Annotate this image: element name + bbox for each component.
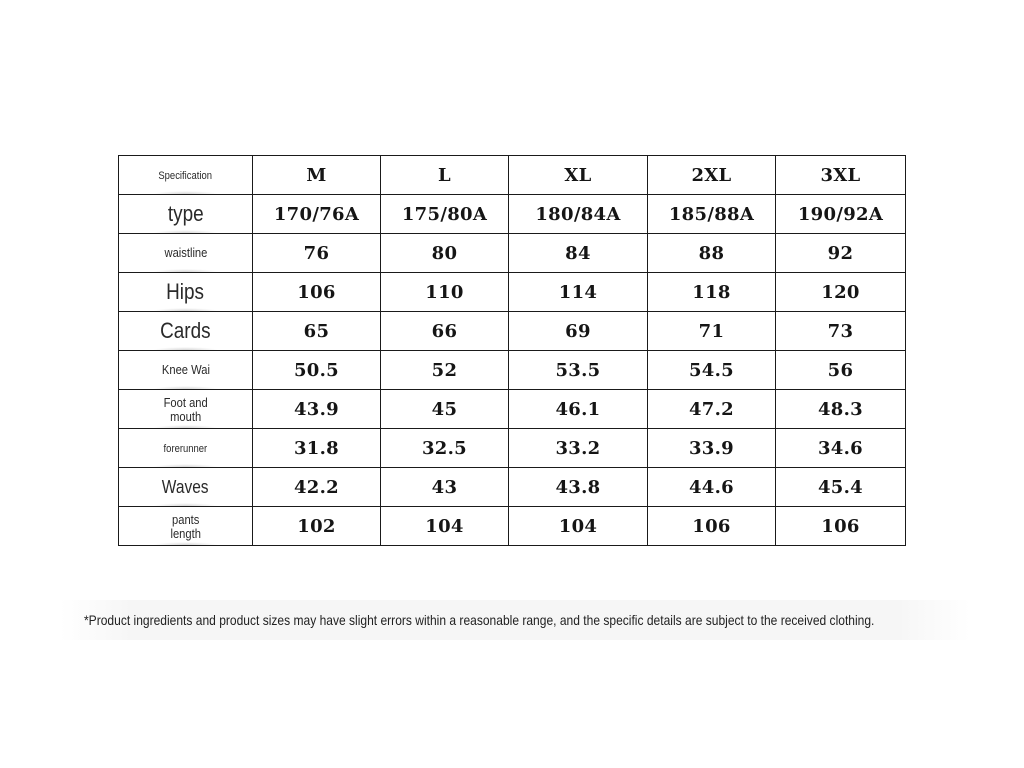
table-cell: [776, 468, 906, 507]
table-row-foot-mouth: [119, 390, 906, 429]
table-cell: [381, 312, 509, 351]
cell-value: 102: [297, 515, 336, 537]
table-row-waistline: [119, 234, 906, 273]
row-label-type: type: [167, 201, 204, 227]
cell-value: 114: [558, 281, 598, 303]
table-cell: [253, 468, 381, 507]
table-cell: [381, 468, 509, 507]
table-cell: [253, 195, 381, 234]
size-header-cell: [648, 156, 776, 195]
cell-value: 106: [297, 281, 336, 303]
table-cell: [381, 507, 509, 546]
cell-value: 46.1: [555, 398, 601, 420]
table-row-hips: [119, 273, 906, 312]
cell-value: 180/84A: [535, 203, 621, 225]
table-cell: [648, 234, 776, 273]
specification-label: Specification: [158, 170, 213, 182]
cell-value: 33.2: [555, 437, 601, 459]
row-label-cards: Cards: [160, 318, 211, 344]
table-cell: [381, 234, 509, 273]
cell-value: 31.8: [293, 437, 340, 459]
row-label-pants-length: [170, 513, 200, 543]
size-header-cell: [509, 156, 648, 195]
table-cell: [776, 429, 906, 468]
table-cell: [776, 312, 906, 351]
table-row-knee: [119, 351, 906, 390]
cell-value: 42.2: [293, 476, 340, 498]
cell-value: 56: [827, 359, 854, 381]
table-row-waves: [119, 468, 906, 507]
cell-value: 175/80A: [401, 203, 488, 225]
table-cell: [776, 234, 906, 273]
cell-value: 44.6: [688, 476, 735, 498]
cell-value: 47.2: [688, 398, 735, 420]
table-cell: [648, 273, 776, 312]
cell-value: 118: [692, 281, 731, 303]
size-header-cell: [776, 156, 906, 195]
size-header: 2XL: [691, 164, 732, 186]
cell-value: 110: [425, 281, 464, 303]
table-cell: [253, 390, 381, 429]
cell-value: 76: [303, 242, 330, 264]
cell-value: 66: [431, 320, 458, 342]
table-cell: [776, 195, 906, 234]
table-cell: [648, 507, 776, 546]
table-cell: [509, 429, 648, 468]
table-cell: [381, 351, 509, 390]
cell-value: 52: [431, 359, 458, 381]
cell-value: 104: [558, 515, 598, 537]
cell-value: 80: [431, 242, 458, 264]
cell-value: 185/88A: [668, 203, 755, 225]
cell-value: 84: [565, 242, 591, 264]
size-header: XL: [564, 164, 592, 186]
row-label-cell: [119, 312, 253, 351]
table-cell: [648, 312, 776, 351]
table-row-pants-length: [119, 507, 906, 546]
cell-value: 104: [425, 515, 464, 537]
table-cell: [253, 273, 381, 312]
cell-value: 190/92A: [797, 203, 884, 225]
cell-value: 170/76A: [273, 203, 360, 225]
row-label-knee: Knee Wai: [161, 362, 210, 377]
row-label-forerunner: forerunner: [163, 443, 208, 455]
cell-value: 43: [431, 476, 458, 498]
disclaimer-banner: [60, 600, 970, 640]
table-row-forerunner: [119, 429, 906, 468]
size-chart-table: [118, 155, 906, 546]
row-label-waistline: waistline: [164, 245, 207, 260]
cell-value: 34.6: [817, 437, 864, 459]
table-row-type: [119, 195, 906, 234]
table-cell: [381, 273, 509, 312]
cell-value: 106: [821, 515, 860, 537]
row-label-cell: [119, 234, 253, 273]
row-label-cell: [119, 468, 253, 507]
size-header: 3XL: [820, 164, 861, 186]
cell-value: 48.3: [817, 398, 864, 420]
cell-value: 71: [698, 320, 725, 342]
table-row-cards: [119, 312, 906, 351]
row-label-cell: [119, 195, 253, 234]
cell-value: 43.9: [293, 398, 340, 420]
table-cell: [381, 390, 509, 429]
table-cell: [648, 468, 776, 507]
table-cell: [509, 273, 648, 312]
cell-value: 45.4: [817, 476, 864, 498]
row-label-cell: [119, 507, 253, 546]
row-label-cell: [119, 273, 253, 312]
table-cell: [509, 312, 648, 351]
row-label-cell: [119, 429, 253, 468]
size-header: L: [438, 164, 451, 186]
cell-value: 53.5: [555, 359, 601, 381]
size-header-cell: [381, 156, 509, 195]
table-cell: [776, 507, 906, 546]
table-cell: [253, 429, 381, 468]
table-cell: [648, 390, 776, 429]
cell-value: 32.5: [421, 437, 468, 459]
table-cell: [509, 234, 648, 273]
table-cell: [509, 507, 648, 546]
row-label-hips: Hips: [166, 279, 205, 305]
cell-value: 69: [565, 320, 591, 342]
cell-value: 65: [303, 320, 330, 342]
cell-value: 54.5: [688, 359, 735, 381]
table-cell: [648, 351, 776, 390]
cell-value: 50.5: [293, 359, 340, 381]
table-cell: [776, 273, 906, 312]
size-header-cell: [253, 156, 381, 195]
cell-value: 88: [698, 242, 725, 264]
cell-value: 33.9: [688, 437, 735, 459]
table-header-row: [119, 156, 906, 195]
cell-value: 45: [431, 398, 458, 420]
disclaimer-text: *Product ingredients and product sizes may have slight errors within a reasonable range, and the specific details are subject to the received clothing.: [84, 612, 875, 628]
table-cell: [253, 507, 381, 546]
table-cell: [381, 195, 509, 234]
size-header: M: [306, 164, 327, 186]
table-cell: [253, 312, 381, 351]
cell-value: 73: [827, 320, 854, 342]
row-label-line: mouth: [169, 409, 202, 425]
table-cell: [776, 351, 906, 390]
cell-value: 106: [692, 515, 731, 537]
row-label-foot-mouth: [163, 396, 207, 426]
table-cell: [776, 390, 906, 429]
table-cell: [509, 195, 648, 234]
row-label-line: Foot and: [163, 394, 208, 410]
row-label-line: length: [170, 526, 201, 542]
header-label-cell: [119, 156, 253, 195]
table-cell: [509, 468, 648, 507]
table-cell: [253, 234, 381, 273]
table-cell: [253, 351, 381, 390]
row-label-cell: [119, 351, 253, 390]
cell-value: 92: [827, 242, 854, 264]
row-label-cell: [119, 390, 253, 429]
table-cell: [648, 195, 776, 234]
table-cell: [381, 429, 509, 468]
table-cell: [509, 351, 648, 390]
table-cell: [648, 429, 776, 468]
cell-value: 120: [821, 281, 860, 303]
table-cell: [509, 390, 648, 429]
cell-value: 43.8: [555, 476, 601, 498]
row-label-line: pants: [171, 511, 200, 527]
row-label-waves: Waves: [162, 476, 209, 497]
